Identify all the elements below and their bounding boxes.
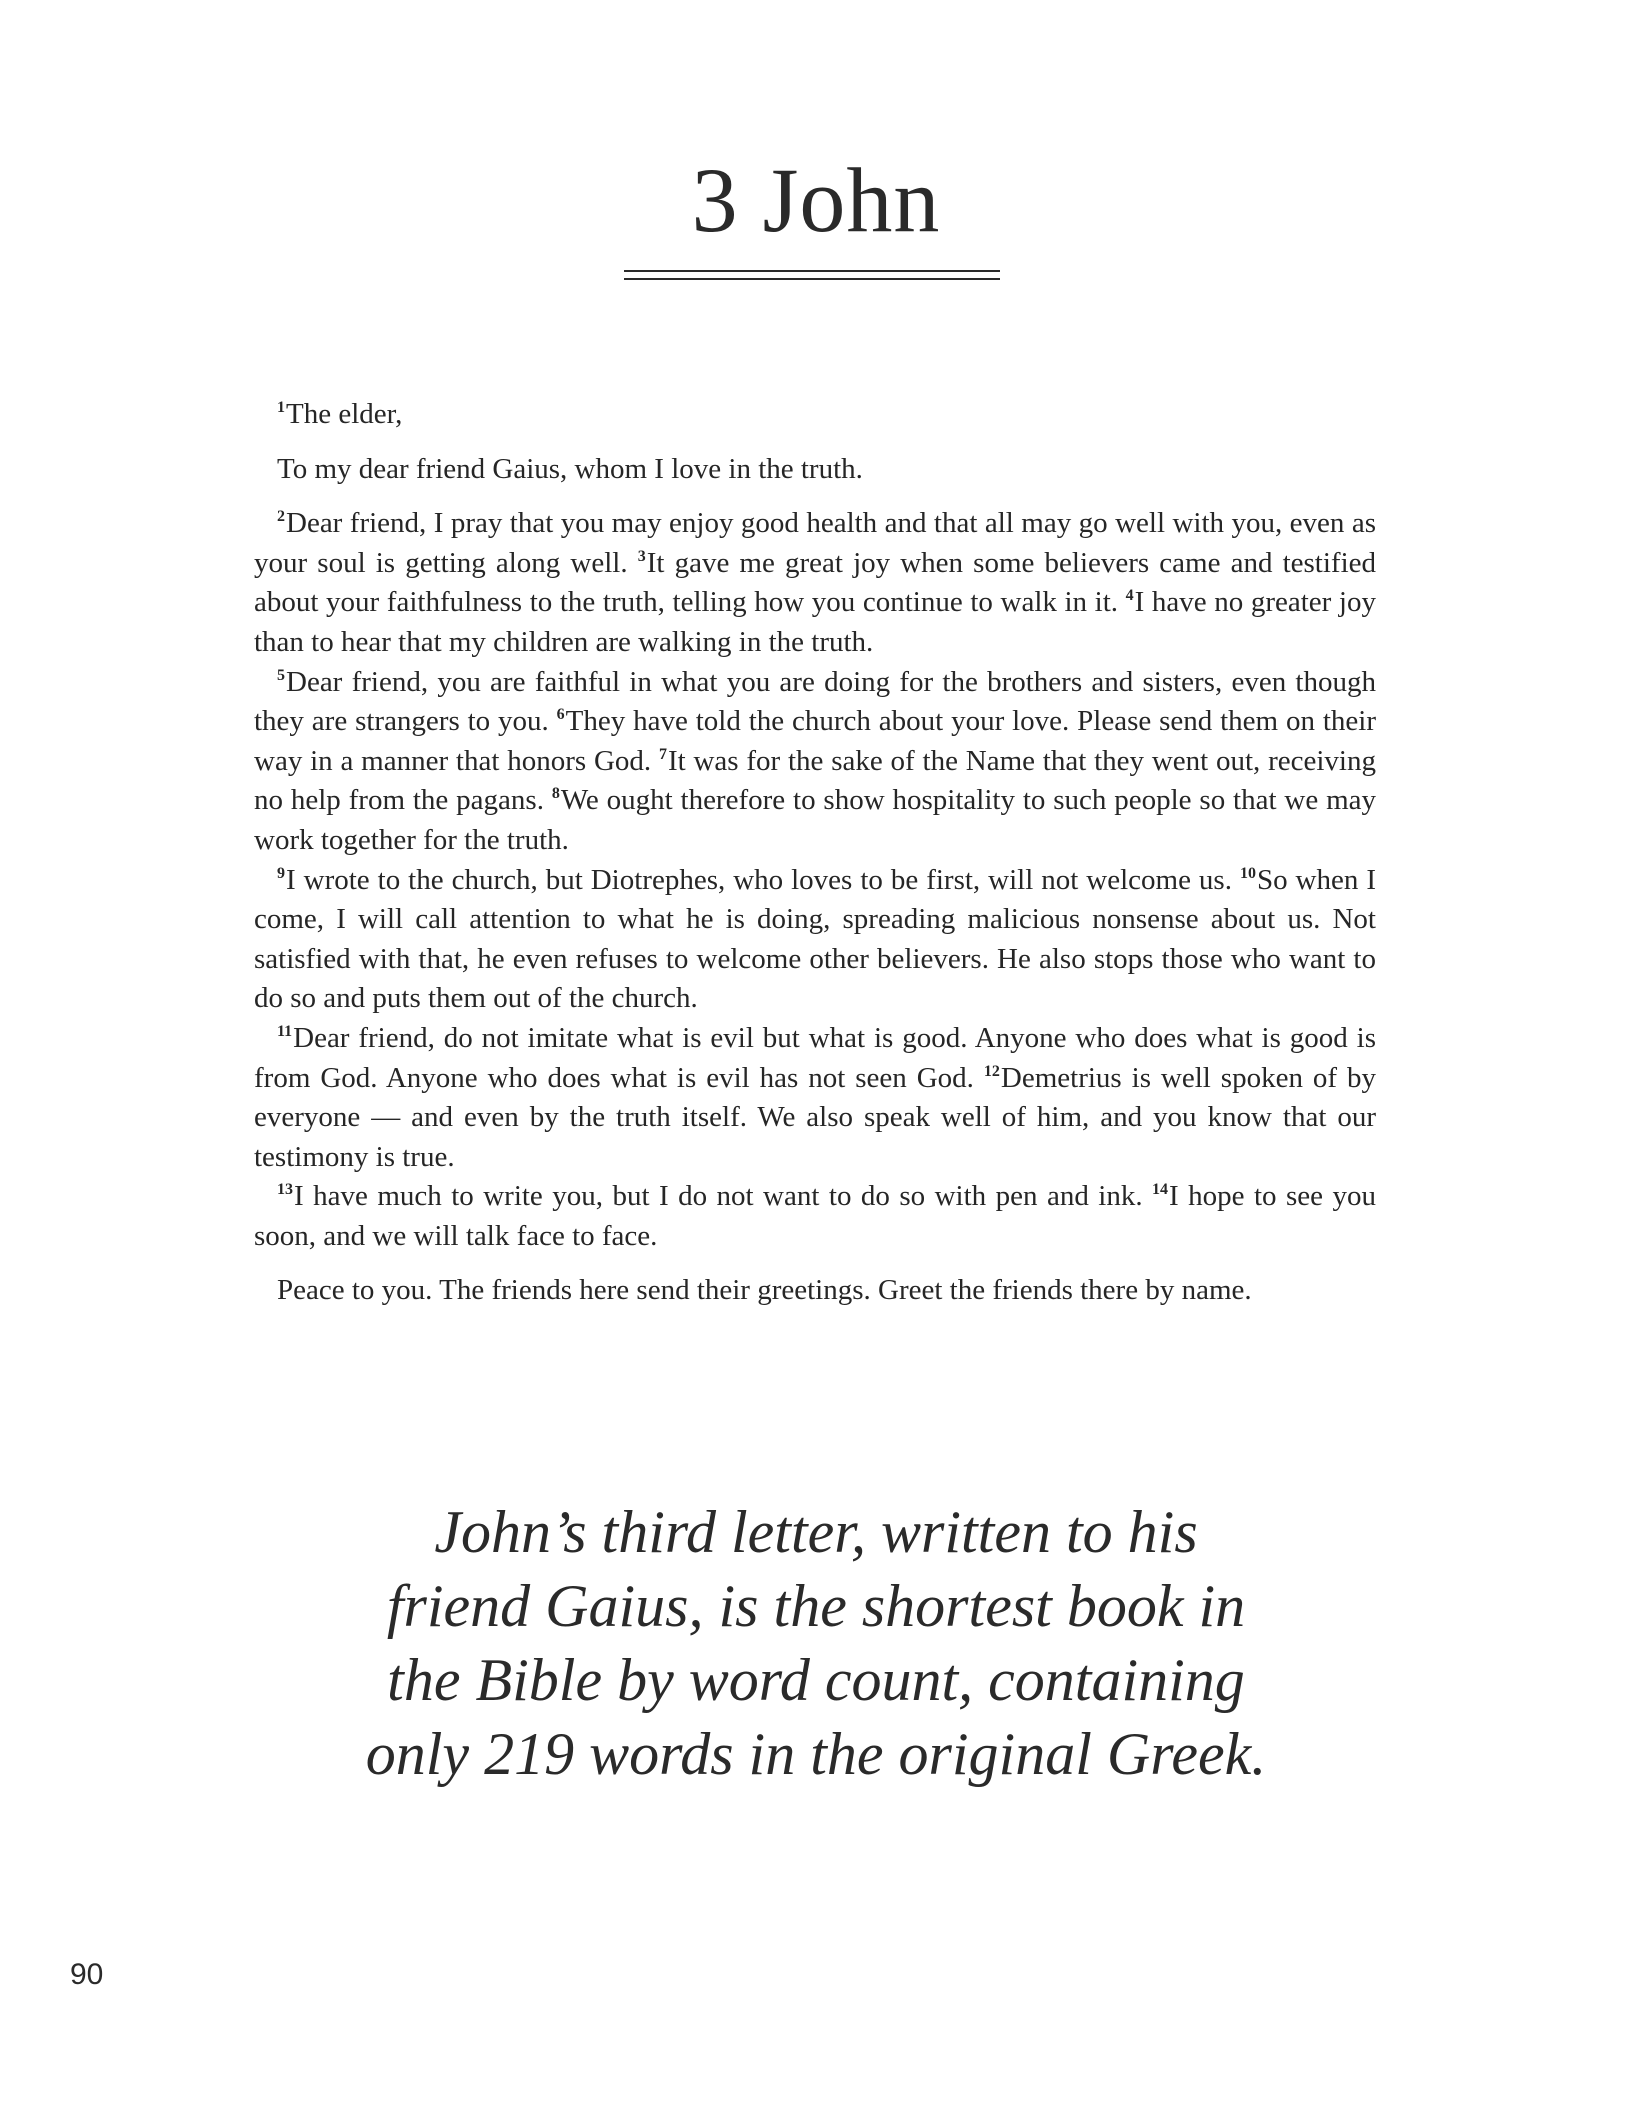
- verse-text: They have told the church about your love. Please send them on their way in a manner that honors God.: [254, 705, 1376, 777]
- verse-text: It was for the sake of the Name that they went out, receiving no help from the pagans.: [254, 744, 1376, 817]
- verse-number: 11: [277, 1022, 293, 1040]
- paragraph-verses-9-10: [254, 861, 1376, 1019]
- verse-text: Dear friend, I pray that you may enjoy good health and that all may go well with you, even as your soul is getting along well.: [254, 507, 1376, 579]
- verse-text: It gave me great joy when some believers came and testified about your faithfulness to the truth, telling how you continue to walk in it.: [254, 546, 1377, 619]
- verse-number: 5: [277, 666, 285, 684]
- scripture-text: [254, 395, 1376, 1311]
- verse-number: 8: [551, 785, 560, 803]
- title-block: [0, 150, 1632, 251]
- verse-text: I wrote to the church, but Diotrephes, who loves to be first, will not welcome us.: [286, 863, 1240, 896]
- title-double-rule: [624, 270, 1000, 280]
- verse-number: 6: [556, 706, 565, 724]
- paragraph-verses-2-4: [254, 504, 1376, 662]
- paragraph-salutation: [254, 395, 1376, 435]
- verse-number: 14: [1152, 1181, 1169, 1199]
- pull-quote: [300, 1495, 1332, 1791]
- paragraph-verses-5-8: [254, 663, 1376, 861]
- verse-number: 4: [1125, 587, 1134, 605]
- verse-text: I hope to see you soon, and we will talk face to face.: [254, 1180, 1376, 1252]
- verse-text: So when I come, I will call attention to what he is doing, spreading malicious nonsense about us. Not satisfied with that, he even refuses to welcome other believers. He also stops those who want to do so and puts them out of the church.: [254, 863, 1376, 1015]
- page-number: 90: [70, 1958, 104, 1991]
- verse-number: 13: [277, 1181, 293, 1199]
- verse-number: 1: [277, 399, 285, 416]
- paragraph-recipient: [254, 450, 1376, 490]
- verse-text: Dear friend, you are faithful in what you are doing for the brothers and sisters, even though they are strangers to you.: [254, 665, 1376, 738]
- verse-number: 12: [983, 1062, 1000, 1080]
- verse-number: 7: [658, 745, 667, 763]
- verse-text: To my dear friend Gaius, whom I love in the truth.: [277, 452, 863, 485]
- pull-quote-line: the Bible by word count, containing: [387, 1647, 1245, 1713]
- verse-number: 2: [277, 508, 285, 526]
- verse-number: 3: [637, 547, 646, 565]
- paragraph-verses-13-14: [254, 1177, 1376, 1256]
- paragraph-closing: [254, 1271, 1376, 1311]
- pull-quote-line: only 219 words in the original Greek.: [365, 1721, 1267, 1787]
- pull-quote-line: John’s third letter, written to his: [434, 1499, 1198, 1565]
- verse-number: 10: [1239, 864, 1256, 882]
- verse-text: The elder,: [286, 398, 403, 430]
- paragraph-verses-11-12: [254, 1019, 1376, 1177]
- verse-number: 9: [277, 864, 285, 882]
- verse-text: Demetrius is well spoken of by everyone — and even by the truth itself. We also speak well of him, and you know that our testimony is true.: [254, 1061, 1377, 1173]
- verse-text: I have no greater joy than to hear that my children are walking in the truth.: [254, 586, 1376, 658]
- verse-text: I have much to write you, but I do not want to do so with pen and ink.: [294, 1180, 1153, 1213]
- pull-quote-line: friend Gaius, is the shortest book in: [386, 1573, 1246, 1639]
- verse-text: Dear friend, do not imitate what is evil but what is good. Anyone who does what is good is from God. Anyone who does what is evil has not seen God.: [254, 1021, 1376, 1094]
- verse-text: Peace to you. The friends here send their greetings. Greet the friends there by name.: [277, 1274, 1252, 1307]
- page-title: 3 John: [691, 149, 941, 251]
- verse-text: We ought therefore to show hospitality to such people so that we may work together for the truth.: [254, 784, 1376, 856]
